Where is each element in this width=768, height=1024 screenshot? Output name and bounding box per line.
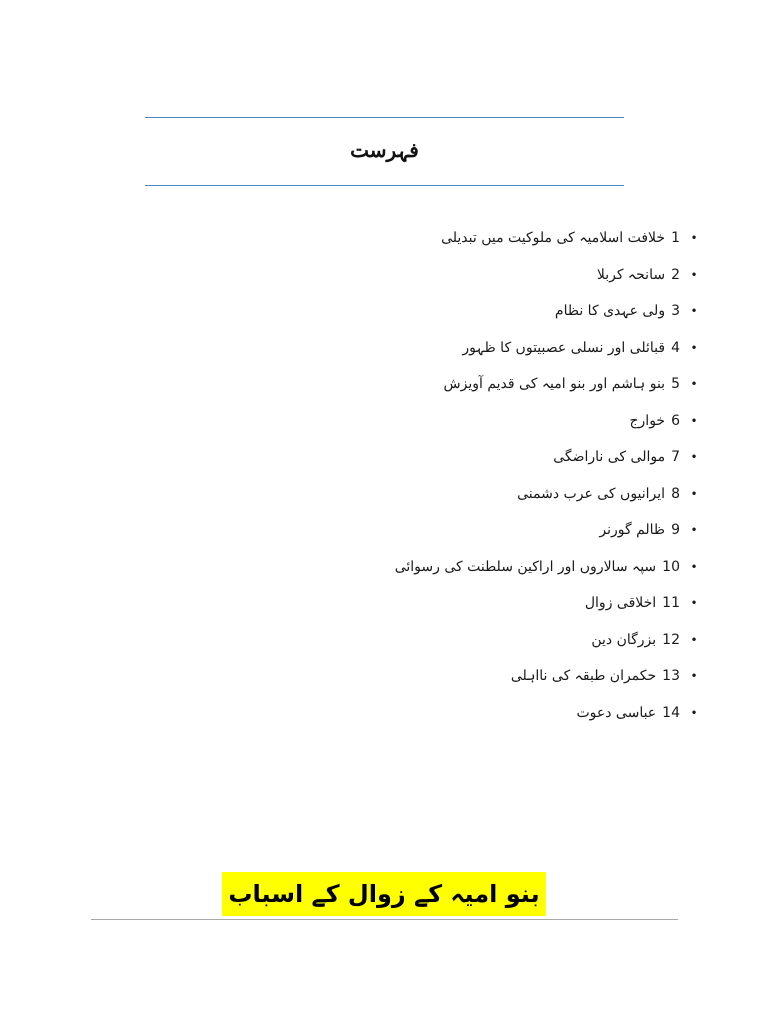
toc-item[interactable] xyxy=(148,330,708,367)
toc-item[interactable] xyxy=(148,549,708,586)
toc-item-number: 12 xyxy=(662,631,680,648)
toc-item-label: سانحہ کربلا xyxy=(596,266,666,283)
toc-item[interactable] xyxy=(148,658,708,695)
toc-item-label: سپہ سالاروں اور اراکین سلطنت کی رسوائی xyxy=(394,558,657,575)
bullet-icon: • xyxy=(690,267,698,282)
toc-item-label: عباسی دعوت xyxy=(576,704,657,721)
bullet-icon: • xyxy=(690,450,698,465)
bullet-icon: • xyxy=(690,523,698,538)
toc-item-label: بزرگان دین xyxy=(591,631,657,648)
section-heading-container xyxy=(0,872,768,916)
bullet-icon: • xyxy=(690,632,698,647)
toc-item[interactable] xyxy=(148,257,708,294)
toc-item-label: موالی کی ناراضگی xyxy=(553,449,666,466)
toc-item-number: 4 xyxy=(671,339,680,356)
bullet-icon: • xyxy=(690,340,698,355)
bullet-icon: • xyxy=(690,596,698,611)
toc-item[interactable] xyxy=(148,585,708,622)
bullet-icon: • xyxy=(690,377,698,392)
toc-item-number: 13 xyxy=(662,668,680,685)
toc-item-number: 7 xyxy=(671,449,680,466)
toc-title: فہرست xyxy=(350,138,419,162)
toc-item-label: بنو ہاشم اور بنو امیہ کی قدیم آویزش xyxy=(443,376,666,393)
toc-item[interactable] xyxy=(148,220,708,257)
toc-item-label: اخلاقی زوال xyxy=(584,595,657,612)
toc-item[interactable] xyxy=(148,476,708,513)
section-heading-divider xyxy=(91,919,678,920)
toc-item-number: 5 xyxy=(671,376,680,393)
toc-item[interactable] xyxy=(148,403,708,440)
bullet-icon: • xyxy=(690,705,698,720)
toc-bottom-divider xyxy=(145,185,624,186)
toc-item-label: ولی عہدی کا نظام xyxy=(554,303,666,320)
toc-item-number: 1 xyxy=(671,230,680,247)
table-of-contents-list xyxy=(148,220,708,731)
toc-item-label: حکمران طبقہ کی نااہلی xyxy=(510,668,657,685)
bullet-icon: • xyxy=(690,486,698,501)
toc-item-number: 2 xyxy=(671,266,680,283)
section-heading: بنو امیہ کے زوال کے اسباب xyxy=(222,872,545,916)
toc-item[interactable] xyxy=(148,512,708,549)
bullet-icon: • xyxy=(690,559,698,574)
toc-item-number: 6 xyxy=(671,412,680,429)
bullet-icon: • xyxy=(690,413,698,428)
toc-item-number: 9 xyxy=(671,522,680,539)
toc-item[interactable] xyxy=(148,439,708,476)
toc-item-label: ظالم گورنر xyxy=(599,522,666,539)
toc-item-number: 3 xyxy=(671,303,680,320)
toc-item-number: 14 xyxy=(662,704,680,721)
toc-item-number: 11 xyxy=(662,595,680,612)
toc-item-label: ایرانیوں کی عرب دشمنی xyxy=(517,485,666,502)
toc-item-label: قبائلی اور نسلی عصبیتوں کا ظہور xyxy=(462,339,666,356)
toc-top-divider xyxy=(145,117,624,118)
toc-item-number: 8 xyxy=(671,485,680,502)
bullet-icon: • xyxy=(690,669,698,684)
toc-item-label: خوارج xyxy=(629,412,666,429)
toc-item[interactable] xyxy=(148,622,708,659)
toc-item[interactable] xyxy=(148,695,708,732)
toc-item-number: 10 xyxy=(662,558,680,575)
bullet-icon: • xyxy=(690,304,698,319)
bullet-icon: • xyxy=(690,231,698,246)
toc-item[interactable] xyxy=(148,366,708,403)
toc-item[interactable] xyxy=(148,293,708,330)
toc-item-label: خلافت اسلامیہ کی ملوکیت میں تبدیلی xyxy=(441,230,666,247)
